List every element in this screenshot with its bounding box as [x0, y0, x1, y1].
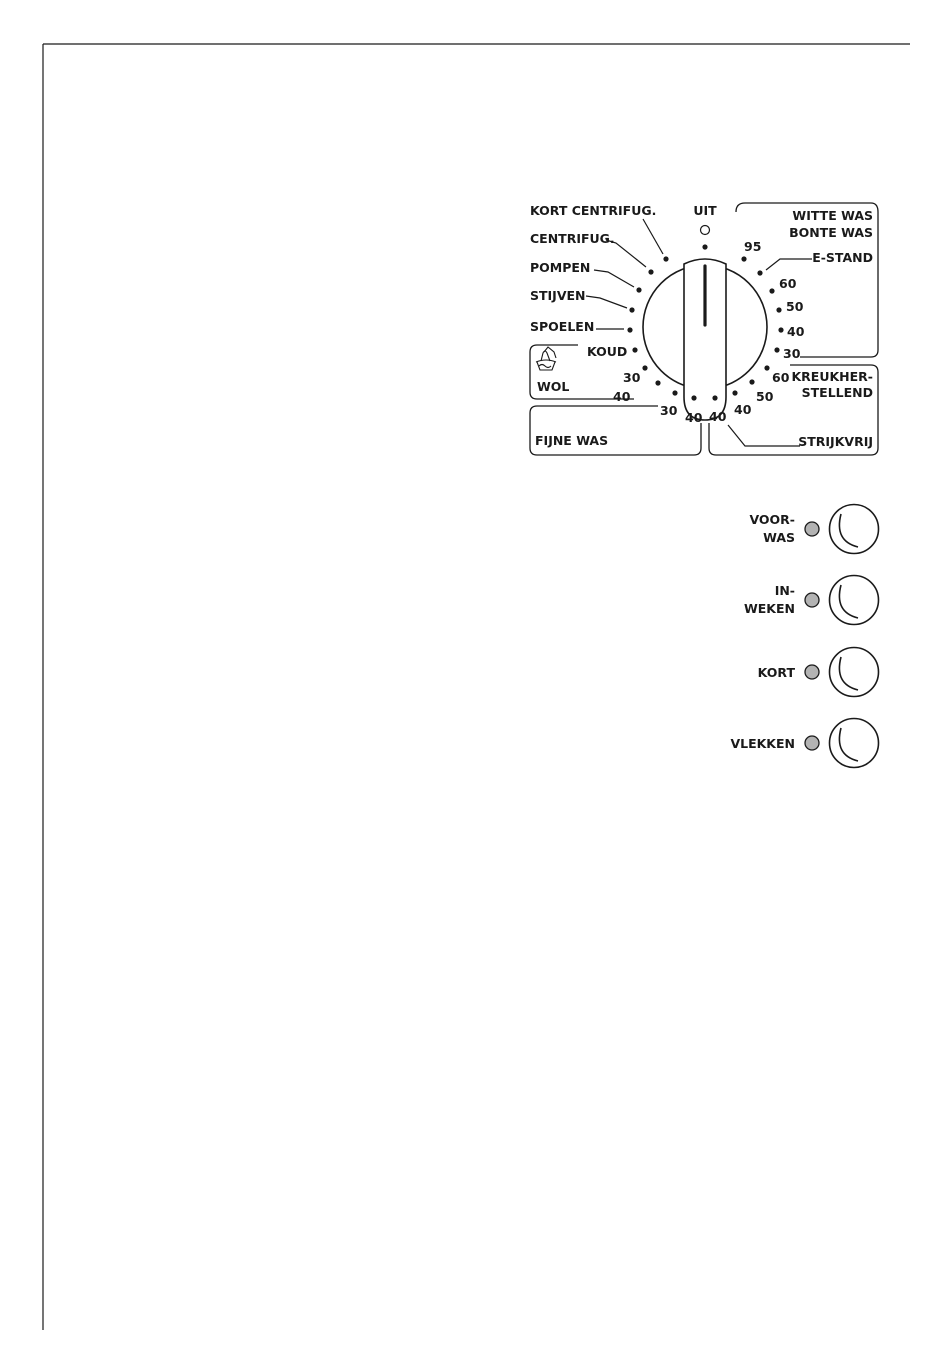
dot-bonte-60 — [769, 288, 774, 293]
dot-wol-30 — [642, 365, 647, 370]
inweken-label-line1: IN- — [774, 583, 795, 598]
vlekken-option — [730, 719, 878, 768]
dot-bonte-40 — [778, 327, 783, 332]
temp-bonte-60: 60 — [779, 276, 797, 291]
leader-e-stand — [766, 259, 812, 270]
temp-kreuk-50: 50 — [756, 389, 774, 404]
dot-stijven — [629, 307, 634, 312]
label-centrifug: CENTRIFUG. — [530, 231, 615, 246]
temp-bonte-95: 95 — [744, 239, 762, 254]
dot-spoelen — [627, 327, 632, 332]
dot-fijne-40 — [691, 395, 696, 400]
voorwas-indicator-led — [805, 522, 819, 536]
dot-bonte-50 — [776, 307, 781, 312]
kort-indicator-led — [805, 665, 819, 679]
temp-kreuk-60: 60 — [772, 370, 790, 385]
inweken-button[interactable] — [830, 576, 879, 625]
dot-kort-centrifug — [663, 256, 668, 261]
dot-kreuk-60 — [764, 365, 769, 370]
label-pompen: POMPEN — [530, 260, 591, 275]
program-dial-panel — [530, 203, 878, 455]
label-fijne-was: FIJNE WAS — [535, 433, 609, 448]
leader-stijven — [586, 296, 627, 308]
dial-off-label: UIT — [693, 203, 717, 218]
label-kreukher-line2: STELLEND — [801, 385, 873, 400]
label-e-stand: E-STAND — [812, 250, 873, 265]
dot-fijne-30 — [672, 390, 677, 395]
temp-fijne-40: 40 — [685, 410, 703, 425]
dot-bonte-30 — [774, 347, 779, 352]
vlekken-button[interactable] — [830, 719, 879, 768]
temp-wol-40: 40 — [613, 389, 631, 404]
hand-wash-icon — [536, 347, 556, 370]
dot-koud — [632, 347, 637, 352]
inweken-label-line2: WEKEN — [743, 601, 795, 616]
option-buttons — [730, 505, 878, 768]
label-stijven: STIJVEN — [530, 288, 586, 303]
label-witte-was: WITTE WAS — [792, 208, 873, 223]
label-bonte-was: BONTE WAS — [789, 225, 873, 240]
dot-kreuk-50 — [749, 379, 754, 384]
temp-bonte-50: 50 — [786, 299, 804, 314]
temp-kreuk-40: 40 — [734, 402, 752, 417]
label-strijkvrij: STRIJKVRIJ — [798, 434, 873, 449]
leader-kort-centrifug — [643, 219, 663, 254]
leader-strijkvrij — [728, 425, 800, 446]
temp-fijne-30: 30 — [660, 403, 678, 418]
leader-pompen — [594, 270, 634, 287]
dot-wol-40 — [655, 380, 660, 385]
voorwas-option — [749, 505, 878, 554]
temp-strijk-40: 40 — [709, 409, 727, 424]
label-koud: KOUD — [587, 344, 628, 359]
dot-centrifug — [648, 269, 653, 274]
voorwas-label-line2: WAS — [763, 530, 795, 545]
label-kort-centrifug: KORT CENTRIFUG. — [530, 203, 657, 218]
voorwas-label-line1: VOOR- — [749, 512, 795, 527]
label-kreukher-line1: KREUKHER- — [791, 369, 873, 384]
kort-option — [758, 648, 879, 697]
label-spoelen: SPOELEN — [530, 319, 595, 334]
kort-button[interactable] — [830, 648, 879, 697]
temp-wol-30: 30 — [623, 370, 641, 385]
kort-label: KORT — [757, 665, 795, 680]
inweken-option — [744, 576, 879, 625]
temp-bonte-30: 30 — [783, 346, 801, 361]
dot-bonte-95 — [741, 256, 746, 261]
dot-uit — [702, 244, 707, 249]
dot-kreuk-40 — [732, 390, 737, 395]
dot-strijk-40 — [712, 395, 717, 400]
dot-e-stand — [757, 270, 762, 275]
voorwas-button[interactable] — [830, 505, 879, 554]
inweken-indicator-led — [805, 593, 819, 607]
dot-pompen — [636, 287, 641, 292]
temp-bonte-40: 40 — [787, 324, 805, 339]
vlekken-label: VLEKKEN — [730, 736, 795, 751]
label-wol: WOL — [537, 379, 570, 394]
dial-off-marker — [701, 226, 710, 235]
vlekken-indicator-led — [805, 736, 819, 750]
